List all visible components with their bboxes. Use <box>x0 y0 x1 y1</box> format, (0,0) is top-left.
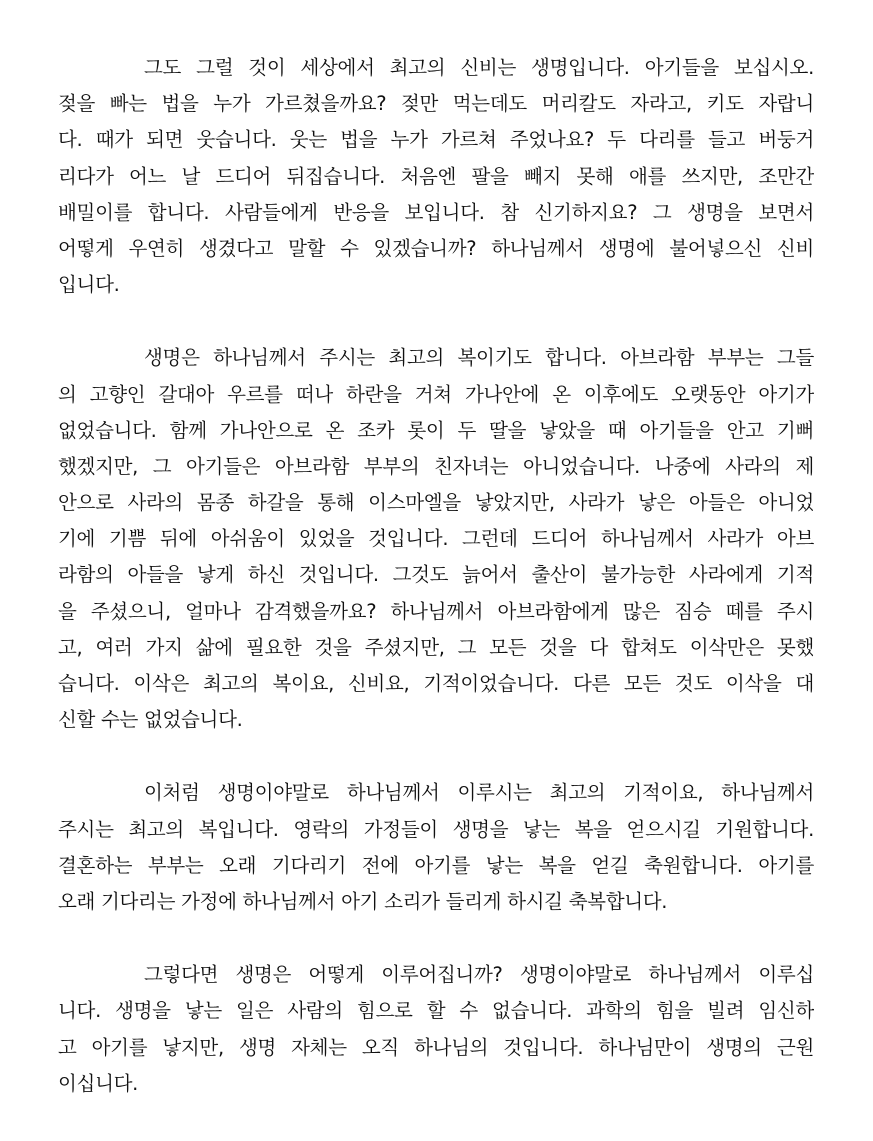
text-line: 고, 여러 가지 삶에 필요한 것을 주셨지만, 그 모든 것을 다 합쳐도 이삭만은 못했 <box>58 635 814 659</box>
paragraph <box>58 775 814 920</box>
text-line: 신할 수는 없었습니다. <box>58 708 243 732</box>
text-line: 안으로 사라의 몸종 하갈을 통해 이스마엘을 낳았지만, 사라가 낳은 아들은 아니었 <box>58 491 814 515</box>
text-line: 이십니다. <box>58 1071 139 1095</box>
text-line: 주시는 최고의 복입니다. 영락의 가정들이 생명을 낳는 복을 얻으시길 기원합니다. <box>58 817 814 841</box>
text-line: 습니다. 이삭은 최고의 복이요, 신비요, 기적이었습니다. 다른 모든 것도 이삭을 대 <box>58 672 814 695</box>
text-line: 입니다. <box>58 273 120 297</box>
text-line: 이처럼 생명이야말로 하나님께서 이루시는 최고의 기적이요, 하나님께서 <box>144 781 814 805</box>
text-line: 젖을 빠는 법을 누가 가르쳤을까요? 젖만 먹는데도 머리칼도 자라고, 키도 자랍니 <box>58 92 814 116</box>
text-line: 기에 기쁨 뒤에 아쉬움이 있었을 것입니다. 그런데 드디어 하나님께서 사라가 아브 <box>58 527 814 551</box>
paragraph <box>58 957 814 1102</box>
text-line: 리다가 어느 날 드디어 뒤집습니다. 처음엔 팔을 빼지 못해 애를 쓰지만, 조만간 <box>58 164 814 188</box>
paragraph <box>58 340 814 738</box>
paragraph-spacer <box>58 303 814 340</box>
text-line: 고 아기를 낳지만, 생명 자체는 오직 하나님의 것입니다. 하나님만이 생명의 근원 <box>58 1035 814 1059</box>
paragraph-spacer <box>58 920 814 957</box>
text-line: 니다. 생명을 낳는 일은 사람의 힘으로 할 수 없습니다. 과학의 힘을 빌려 임신하 <box>58 999 814 1023</box>
text-line: 생명은 하나님께서 주시는 최고의 복이기도 합니다. 아브라함 부부는 그들 <box>144 346 814 370</box>
text-line: 그도 그럴 것이 세상에서 최고의 신비는 생명입니다. 아기들을 보십시오. <box>144 56 814 79</box>
text-line: 했겠지만, 그 아기들은 아브라함 부부의 친자녀는 아니었습니다. 나중에 사라의 제 <box>58 454 814 478</box>
text-line: 을 주셨으니, 얼마나 감격했을까요? 하나님께서 아브라함에게 많은 짐승 떼를 주시 <box>58 599 814 623</box>
text-line: 결혼하는 부부는 오래 기다리기 전에 아기를 낳는 복을 얻길 축원합니다. 아기를 <box>58 853 814 877</box>
text-line: 없었습니다. 함께 가나안으로 온 조카 롯이 두 딸을 낳았을 때 아기들을 안고 기뻐 <box>58 418 814 442</box>
text-line: 어떻게 우연히 생겼다고 말할 수 있겠습니까? 하나님께서 생명에 불어넣으신 신비 <box>58 236 814 260</box>
paragraph <box>58 50 814 303</box>
document-page <box>58 50 814 1102</box>
text-line: 다. 때가 되면 웃습니다. 웃는 법을 누가 가르쳐 주었나요? 두 다리를 들고 버둥거 <box>58 128 814 152</box>
text-line: 라함의 아들을 낳게 하신 것입니다. 그것도 늙어서 출산이 불가능한 사라에게 기적 <box>58 563 814 587</box>
text-line: 의 고향인 갈대아 우르를 떠나 하란을 거쳐 가나안에 온 이후에도 오랫동안 아기가 <box>58 382 814 406</box>
text-line: 오래 기다리는 가정에 하나님께서 아기 소리가 들리게 하시길 축복합니다. <box>58 889 668 913</box>
text-line: 배밀이를 합니다. 사람들에게 반응을 보입니다. 참 신기하지요? 그 생명을 보면서 <box>58 200 814 224</box>
paragraph-spacer <box>58 738 814 775</box>
text-line: 그렇다면 생명은 어떻게 이루어집니까? 생명이야말로 하나님께서 이루십 <box>144 963 814 987</box>
